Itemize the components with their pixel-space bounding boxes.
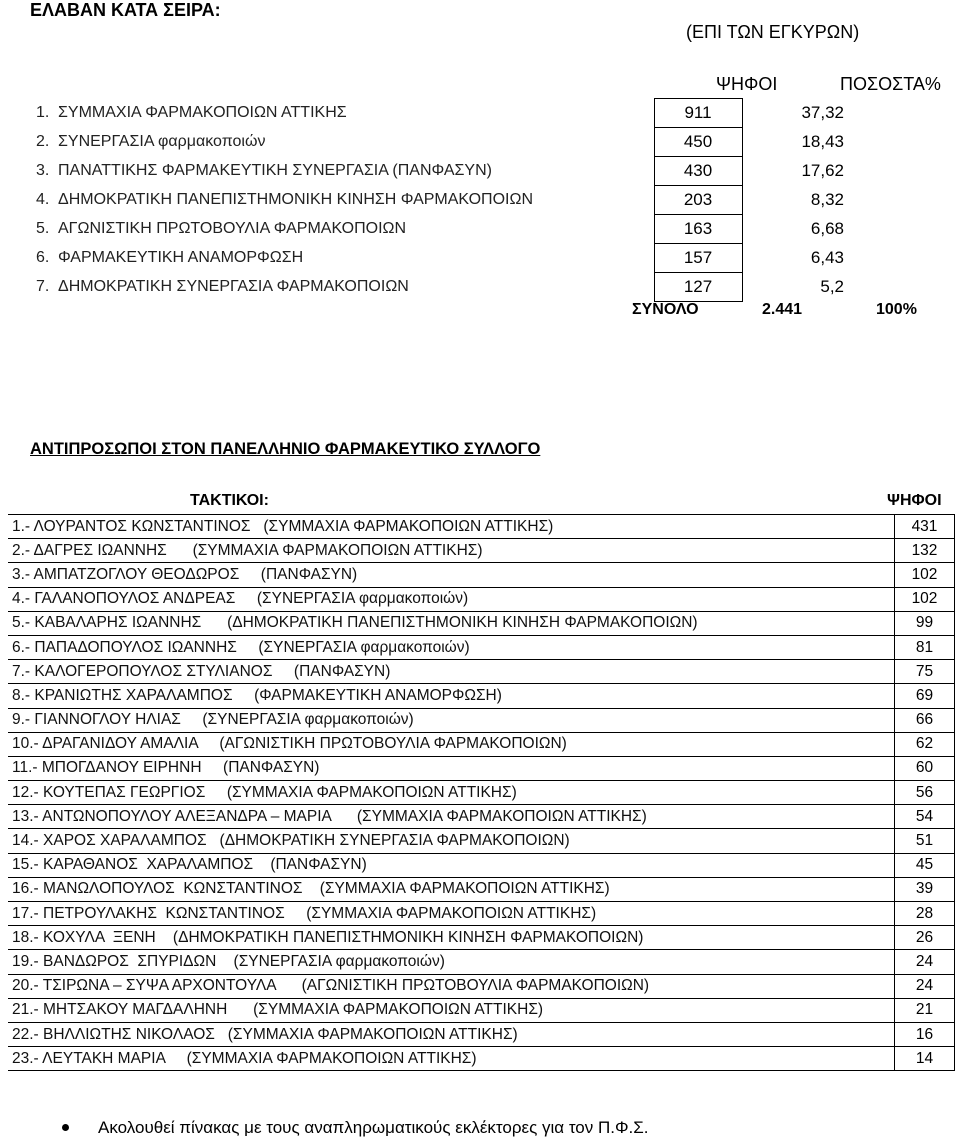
votes-column-header: ΨΗΦΟΙ — [716, 74, 778, 94]
party-name — [28, 128, 654, 157]
party-name — [28, 215, 654, 244]
party-label: ΦΑΡΜΑΚΕΥΤΙΚΗ ΑΝΑΜΟΡΦΩΣΗ — [58, 249, 304, 266]
party-row — [28, 99, 846, 128]
candidate-row — [8, 1047, 955, 1071]
candidate-text: 19.- ΒΑΝΔΩΡΟΣ ΣΠΥΡΙΔΩΝ (ΣΥΝΕΡΓΑΣΙΑ φαρμακοποιών) — [8, 950, 895, 974]
party-row — [28, 128, 846, 157]
candidate-votes: 24 — [895, 950, 955, 974]
candidate-text: 7.- ΚΑΛΟΓΕΡΟΠΟΥΛΟΣ ΣΤΥΛΙΑΝΟΣ (ΠΑΝΦΑΣΥΝ) — [8, 660, 895, 684]
candidate-row — [8, 926, 955, 950]
party-name — [28, 186, 654, 215]
candidate-votes: 21 — [895, 998, 955, 1022]
party-index: 6. — [36, 249, 50, 266]
candidate-votes: 69 — [895, 684, 955, 708]
candidate-votes: 102 — [895, 563, 955, 587]
candidate-votes: 102 — [895, 587, 955, 611]
candidate-text: 17.- ΠΕΤΡΟΥΛΑΚΗΣ ΚΩΝΣΤΑΝΤΙΝΟΣ (ΣΥΜΜΑΧΙΑ ΦΑΡΜΑΚΟΠΟΙΩΝ ΑΤΤΙΚΗΣ) — [8, 902, 895, 926]
candidate-row — [8, 684, 955, 708]
party-row — [28, 244, 846, 273]
candidate-row — [8, 998, 955, 1022]
party-name — [28, 244, 654, 273]
party-votes: 163 — [654, 215, 742, 244]
candidate-votes: 54 — [895, 805, 955, 829]
party-name — [28, 157, 654, 186]
party-percent: 6,68 — [810, 219, 844, 238]
party-label: ΠΑΝΑΤΤΙΚΗΣ ΦΑΡΜΑΚΕΥΤΙΚΗ ΣΥΝΕΡΓΑΣΙΑ (ΠΑΝΦΑΣΥΝ) — [58, 162, 492, 179]
party-label: ΣΥΝΕΡΓΑΣΙΑ φαρμακοποιών — [58, 133, 266, 150]
party-name — [28, 99, 654, 128]
page-subtitle: (ΕΠΙ ΤΩΝ ΕΓΚΥΡΩΝ) — [686, 22, 860, 42]
candidate-votes: 75 — [895, 660, 955, 684]
candidate-row — [8, 539, 955, 563]
candidate-votes: 62 — [895, 732, 955, 756]
party-results-table — [28, 98, 846, 302]
party-row — [28, 273, 846, 302]
party-votes: 157 — [654, 244, 742, 273]
candidate-row — [8, 587, 955, 611]
party-percent: 37,32 — [801, 103, 844, 122]
party-label: ΣΥΜΜΑΧΙΑ ΦΑΡΜΑΚΟΠΟΙΩΝ ΑΤΤΙΚΗΣ — [58, 104, 347, 121]
candidate-text: 16.- ΜΑΝΩΛΟΠΟΥΛΟΣ ΚΩΝΣΤΑΝΤΙΝΟΣ (ΣΥΜΜΑΧΙΑ ΦΑΡΜΑΚΟΠΟΙΩΝ ΑΤΤΙΚΗΣ) — [8, 877, 895, 901]
party-index: 1. — [36, 104, 50, 121]
candidate-votes-header: ΨΗΦΟΙ — [887, 492, 942, 509]
candidate-votes: 99 — [895, 611, 955, 635]
party-index: 7. — [36, 278, 50, 295]
candidate-text: 18.- ΚΟΧΥΛΑ ΞΕΝΗ (ΔΗΜΟΚΡΑΤΙΚΗ ΠΑΝΕΠΙΣΤΗΜΟΝΙΚΗ ΚΙΝΗΣΗ ΦΑΡΜΑΚΟΠΟΙΩΝ) — [8, 926, 895, 950]
party-row — [28, 157, 846, 186]
party-percent: 6,43 — [810, 248, 844, 267]
percent-column-header: ΠΟΣΟΣΤΑ% — [840, 74, 941, 94]
candidate-row — [8, 805, 955, 829]
total-votes: 2.441 — [762, 301, 803, 318]
section-title: ΑΝΤΙΠΡΟΣΩΠΟΙ ΣΤΟΝ ΠΑΝΕΛΛΗΝΙΟ ΦΑΡΜΑΚΕΥΤΙΚΟ ΣΥΛΛΟΓΟ — [30, 440, 541, 458]
party-percent: 8,32 — [810, 190, 844, 209]
candidate-text: 23.- ΛΕΥΤΑΚΗ ΜΑΡΙΑ (ΣΥΜΜΑΧΙΑ ΦΑΡΜΑΚΟΠΟΙΩΝ ΑΤΤΙΚΗΣ) — [8, 1047, 895, 1071]
party-percent: 17,62 — [801, 161, 844, 180]
candidate-row — [8, 515, 955, 539]
candidate-text: 2.- ΔΑΓΡΕΣ ΙΩΑΝΝΗΣ (ΣΥΜΜΑΧΙΑ ΦΑΡΜΑΚΟΠΟΙΩΝ ΑΤΤΙΚΗΣ) — [8, 539, 895, 563]
candidate-votes: 26 — [895, 926, 955, 950]
candidate-votes: 24 — [895, 974, 955, 998]
candidate-text: 10.- ΔΡΑΓΑΝΙΔΟΥ ΑΜΑΛΙΑ (ΑΓΩΝΙΣΤΙΚΗ ΠΡΩΤΟΒΟΥΛΙΑ ΦΑΡΜΑΚΟΠΟΙΩΝ) — [8, 732, 895, 756]
candidate-text: 3.- ΑΜΠΑΤΖΟΓΛΟΥ ΘΕΟΔΩΡΟΣ (ΠΑΝΦΑΣΥΝ) — [8, 563, 895, 587]
candidate-row — [8, 708, 955, 732]
party-votes: 450 — [654, 128, 742, 157]
candidate-row — [8, 732, 955, 756]
candidate-votes: 14 — [895, 1047, 955, 1071]
party-percent: 18,43 — [801, 132, 844, 151]
candidate-votes: 39 — [895, 877, 955, 901]
party-index: 2. — [36, 133, 50, 150]
party-row — [28, 186, 846, 215]
candidate-row — [8, 829, 955, 853]
candidates-table — [8, 514, 955, 1071]
section-subheading: ΤΑΚΤΙΚΟΙ: — [190, 492, 269, 509]
footer-note: Ακολουθεί πίνακας με τους αναπληρωματικούς εκλέκτορες για τον Π.Φ.Σ. — [98, 1118, 649, 1137]
party-index: 3. — [36, 162, 50, 179]
candidate-text: 4.- ΓΑΛΑΝΟΠΟΥΛΟΣ ΑΝΔΡΕΑΣ (ΣΥΝΕΡΓΑΣΙΑ φαρμακοποιών) — [8, 587, 895, 611]
candidate-row — [8, 902, 955, 926]
candidate-text: 15.- ΚΑΡΑΘΑΝΟΣ ΧΑΡΑΛΑΜΠΟΣ (ΠΑΝΦΑΣΥΝ) — [8, 853, 895, 877]
candidate-text: 1.- ΛΟΥΡΑΝΤΟΣ ΚΩΝΣΤΑΝΤΙΝΟΣ (ΣΥΜΜΑΧΙΑ ΦΑΡΜΑΚΟΠΟΙΩΝ ΑΤΤΙΚΗΣ) — [8, 515, 895, 539]
candidate-row — [8, 853, 955, 877]
page-title: ΕΛΑΒΑΝ ΚΑΤΑ ΣΕΙΡΑ: — [30, 0, 221, 20]
candidate-row — [8, 1022, 955, 1046]
candidate-text: 5.- ΚΑΒΑΛΑΡΗΣ ΙΩΑΝΝΗΣ (ΔΗΜΟΚΡΑΤΙΚΗ ΠΑΝΕΠΙΣΤΗΜΟΝΙΚΗ ΚΙΝΗΣΗ ΦΑΡΜΑΚΟΠΟΙΩΝ) — [8, 611, 895, 635]
candidate-row — [8, 756, 955, 780]
candidate-text: 22.- ΒΗΛΛΙΩΤΗΣ ΝΙΚΟΛΑΟΣ (ΣΥΜΜΑΧΙΑ ΦΑΡΜΑΚΟΠΟΙΩΝ ΑΤΤΙΚΗΣ) — [8, 1022, 895, 1046]
candidate-votes: 66 — [895, 708, 955, 732]
candidate-votes: 51 — [895, 829, 955, 853]
party-name — [28, 273, 654, 302]
party-label: ΑΓΩΝΙΣΤΙΚΗ ΠΡΩΤΟΒΟΥΛΙΑ ΦΑΡΜΑΚΟΠΟΙΩΝ — [58, 220, 407, 237]
candidate-votes: 16 — [895, 1022, 955, 1046]
candidate-votes: 45 — [895, 853, 955, 877]
candidate-votes: 132 — [895, 539, 955, 563]
candidate-row — [8, 635, 955, 659]
candidate-row — [8, 974, 955, 998]
party-votes: 911 — [654, 99, 742, 128]
candidate-text: 8.- ΚΡΑΝΙΩΤΗΣ ΧΑΡΑΛΑΜΠΟΣ (ΦΑΡΜΑΚΕΥΤΙΚΗ ΑΝΑΜΟΡΦΩΣΗ) — [8, 684, 895, 708]
candidate-row — [8, 563, 955, 587]
candidate-text: 20.- ΤΣΙΡΩΝΑ – ΣΥΨΑ ΑΡΧΟΝΤΟΥΛΑ (ΑΓΩΝΙΣΤΙΚΗ ΠΡΩΤΟΒΟΥΛΙΑ ΦΑΡΜΑΚΟΠΟΙΩΝ) — [8, 974, 895, 998]
bullet-icon — [62, 1124, 69, 1131]
candidate-text: 21.- ΜΗΤΣΑΚΟΥ ΜΑΓΔΑΛΗΝΗ (ΣΥΜΜΑΧΙΑ ΦΑΡΜΑΚΟΠΟΙΩΝ ΑΤΤΙΚΗΣ) — [8, 998, 895, 1022]
total-percent: 100% — [876, 301, 917, 318]
party-index: 5. — [36, 220, 50, 237]
total-label: ΣΥΝΟΛΟ — [632, 301, 699, 318]
candidate-row — [8, 660, 955, 684]
candidate-row — [8, 877, 955, 901]
party-index: 4. — [36, 191, 50, 208]
party-label: ΔΗΜΟΚΡΑΤΙΚΗ ΣΥΝΕΡΓΑΣΙΑ ΦΑΡΜΑΚΟΠΟΙΩΝ — [58, 278, 409, 295]
party-votes: 127 — [654, 273, 742, 302]
candidate-votes: 28 — [895, 902, 955, 926]
candidate-row — [8, 611, 955, 635]
party-row — [28, 215, 846, 244]
candidate-text: 13.- ΑΝΤΩΝΟΠΟΥΛΟΥ ΑΛΕΞΑΝΔΡΑ – ΜΑΡΙΑ (ΣΥΜΜΑΧΙΑ ΦΑΡΜΑΚΟΠΟΙΩΝ ΑΤΤΙΚΗΣ) — [8, 805, 895, 829]
candidate-text: 14.- ΧΑΡΟΣ ΧΑΡΑΛΑΜΠΟΣ (ΔΗΜΟΚΡΑΤΙΚΗ ΣΥΝΕΡΓΑΣΙΑ ΦΑΡΜΑΚΟΠΟΙΩΝ) — [8, 829, 895, 853]
candidate-text: 12.- ΚΟΥΤΕΠΑΣ ΓΕΩΡΓΙΟΣ (ΣΥΜΜΑΧΙΑ ΦΑΡΜΑΚΟΠΟΙΩΝ ΑΤΤΙΚΗΣ) — [8, 781, 895, 805]
candidate-votes: 431 — [895, 515, 955, 539]
party-label: ΔΗΜΟΚΡΑΤΙΚΗ ΠΑΝΕΠΙΣΤΗΜΟΝΙΚΗ ΚΙΝΗΣΗ ΦΑΡΜΑΚΟΠΟΙΩΝ — [58, 191, 534, 208]
candidate-votes: 56 — [895, 781, 955, 805]
candidate-row — [8, 950, 955, 974]
party-votes: 430 — [654, 157, 742, 186]
candidate-text: 9.- ΓΙΑΝΝΟΓΛΟΥ ΗΛΙΑΣ (ΣΥΝΕΡΓΑΣΙΑ φαρμακοποιών) — [8, 708, 895, 732]
candidate-votes: 60 — [895, 756, 955, 780]
candidate-votes: 81 — [895, 635, 955, 659]
candidate-text: 11.- ΜΠΟΓΔΑΝΟΥ ΕΙΡΗΝΗ (ΠΑΝΦΑΣΥΝ) — [8, 756, 895, 780]
candidate-text: 6.- ΠΑΠΑΔΟΠΟΥΛΟΣ ΙΩΑΝΝΗΣ (ΣΥΝΕΡΓΑΣΙΑ φαρμακοποιών) — [8, 635, 895, 659]
candidate-row — [8, 781, 955, 805]
party-percent: 5,2 — [820, 277, 844, 296]
party-votes: 203 — [654, 186, 742, 215]
